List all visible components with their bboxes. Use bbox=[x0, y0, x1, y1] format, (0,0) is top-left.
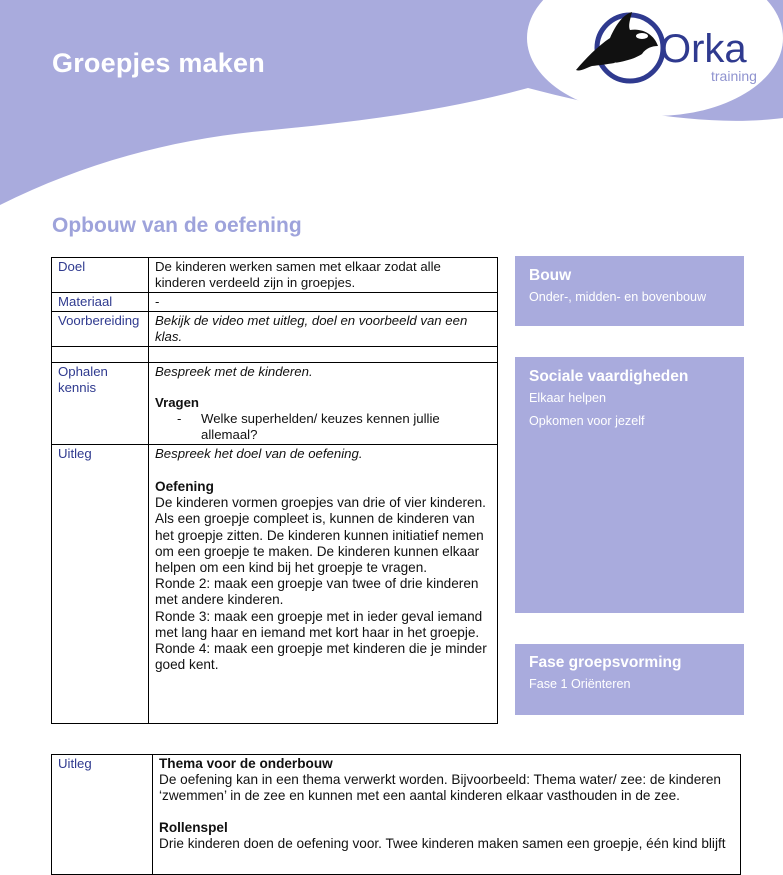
bouw-card-title: Bouw bbox=[529, 267, 572, 284]
thema-text: De oefening kan in een thema verwerkt worden. Bijvoorbeeld: Thema water/ zee: de kinderen ‘zwemmen’ in de zee en kunnen met een aantal kinderen elkaar vasthouden in de zee. bbox=[159, 772, 721, 804]
table-row bbox=[52, 312, 498, 347]
value-ophalen-kennis bbox=[149, 363, 498, 445]
orka-logo bbox=[568, 6, 773, 90]
exercise-table bbox=[51, 257, 498, 724]
vragen-item-text: Welke superhelden/ keuzes kennen jullie allemaal? bbox=[201, 411, 440, 442]
list-item bbox=[177, 411, 491, 443]
label-doel: Doel bbox=[52, 258, 149, 293]
fase-groepsvorming-title: Fase groepsvorming bbox=[529, 654, 682, 671]
rollenspel-text: Drie kinderen doen de oefening voor. Twee kinderen maken samen een groepje, één kind blijft bbox=[159, 835, 726, 851]
thema-heading: Thema voor de onderbouw bbox=[159, 756, 333, 771]
label-voorbereiding: Voorbereiding bbox=[52, 312, 149, 347]
oefening-paragraph: De kinderen vormen groepjes van drie of vier kinderen. Als een groepje compleet is, kunnen de kinderen van het groepje zitten. De kinderen kunnen initiatief nemen om een groepje te maken. De kinderen kunnen elkaar helpen om een kind bij het groepje te vragen. bbox=[155, 495, 486, 576]
sociale-vaardigheden-card bbox=[515, 357, 744, 613]
sociale-vaardigheden-title: Sociale vaardigheden bbox=[529, 368, 689, 385]
value-materiaal: - bbox=[149, 293, 498, 312]
value-voorbereiding: Bekijk de video met uitleg, doel en voorbeeld van een klas. bbox=[149, 312, 498, 347]
fase-groepsvorming-card bbox=[515, 644, 744, 715]
ronde-3-text: Ronde 3: maak een groepje met in ieder geval iemand met lang haar en iemand met kort haar in het groepje. bbox=[155, 608, 483, 640]
ronde-2-text: Ronde 2: maak een groepje van twee of drie kinderen met andere kinderen. bbox=[155, 576, 479, 608]
logo-brand-text: Orka bbox=[660, 27, 747, 71]
page-title: Groepjes maken bbox=[52, 48, 265, 78]
value-doel: De kinderen werken samen met elkaar zodat alle kinderen verdeeld zijn in groepjes. bbox=[149, 258, 498, 293]
vragen-heading: Vragen bbox=[155, 395, 199, 410]
label-uitleg-2: Uitleg bbox=[52, 755, 153, 875]
logo-sub-text: training bbox=[711, 68, 757, 84]
exercise-table-continued bbox=[51, 754, 741, 875]
label-materiaal: Materiaal bbox=[52, 293, 149, 312]
value-uitleg-2 bbox=[153, 755, 741, 875]
bouw-card bbox=[515, 256, 744, 326]
value-uitleg bbox=[149, 445, 498, 724]
bouw-card-item: Onder-, midden- en bovenbouw bbox=[529, 290, 707, 304]
section-title: Opbouw van de oefening bbox=[52, 214, 302, 237]
ophalen-intro: Bespreek met de kinderen. bbox=[155, 364, 313, 379]
orca-icon bbox=[576, 12, 663, 81]
fase-groepsvorming-item: Fase 1 Oriënteren bbox=[529, 677, 631, 691]
table-row bbox=[52, 258, 498, 293]
ronde-4-text: Ronde 4: maak een groepje met kinderen die je minder goed kent. bbox=[155, 641, 487, 673]
rollenspel-heading: Rollenspel bbox=[159, 819, 228, 835]
table-row-empty bbox=[52, 347, 498, 363]
table-row bbox=[52, 363, 498, 445]
oefening-heading: Oefening bbox=[155, 479, 214, 494]
sociale-vaardigheden-item: Elkaar helpen bbox=[529, 391, 607, 405]
table-row bbox=[52, 293, 498, 312]
sociale-vaardigheden-item: Opkomen voor jezelf bbox=[529, 414, 645, 428]
dash-bullet: - bbox=[177, 411, 182, 426]
label-uitleg: Uitleg bbox=[52, 445, 149, 724]
uitleg-intro: Bespreek het doel van de oefening. bbox=[155, 446, 363, 461]
table-row bbox=[52, 755, 741, 875]
empty-cell bbox=[149, 347, 498, 363]
label-ophalen-kennis: Ophalen kennis bbox=[52, 363, 149, 445]
table-row bbox=[52, 445, 498, 724]
empty-cell bbox=[52, 347, 149, 363]
